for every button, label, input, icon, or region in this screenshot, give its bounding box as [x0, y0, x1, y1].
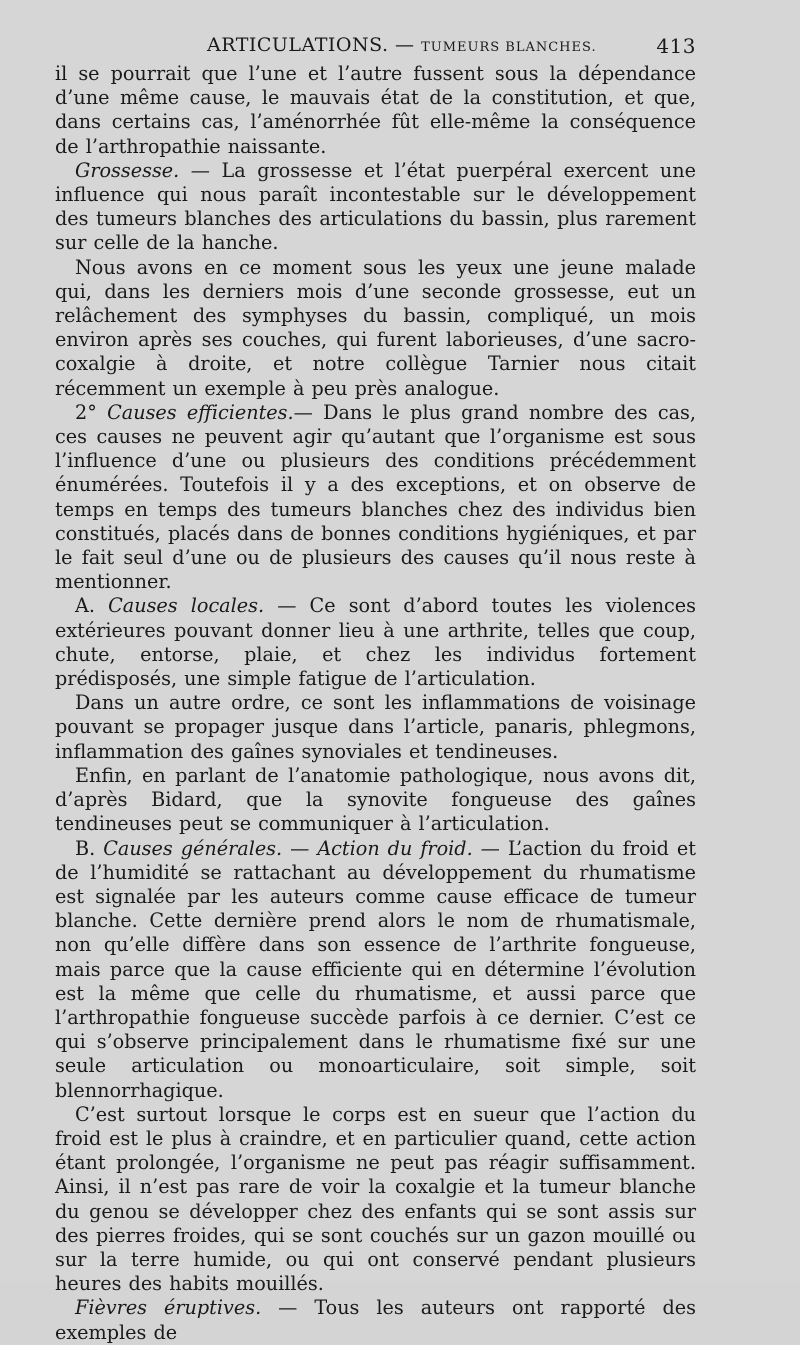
- paragraph-text: Dans un autre ordre, ce sont les inflammations de voisinage pouvant se propager jusque dans l’article, panaris, phlegmons, inflammation des gaînes synoviales et tendineuses.: [55, 691, 696, 763]
- paragraph-text: B.: [75, 836, 104, 860]
- paragraph: [55, 159, 696, 256]
- paragraph: [55, 764, 696, 837]
- paragraph: [55, 62, 696, 159]
- paragraph-text: il se pourrait que l’une et l’autre fussent sous la dépendance d’une même cause, le mauvais état de la constitution, et que, dans certains cas, l’aménorrhée fût elle-même la conséquence de l’arthropathie naissante.: [55, 62, 696, 158]
- paragraph-text: 2°: [75, 400, 108, 424]
- italic-heading: Causes locales.: [108, 594, 265, 618]
- paragraph-text: — Tous les auteurs ont rapporté des exemples de: [55, 1296, 696, 1344]
- paragraph-text: — Dans le plus grand nombre des cas, ces causes ne peuvent agir qu’autant que l’organisme est sous l’influence d’une ou plusieurs des conditions précédemment énumérées. Toutefois il y a des exceptions, et on observe de temps en temps des tumeurs blanches chez des individus bien constitués, placés dans de bonnes conditions hygiéniques, et par le fait seul d’une ou de plusieurs des causes qu’il nous reste à mentionner.: [55, 400, 696, 594]
- paragraph: [55, 837, 696, 1103]
- body-text: [55, 62, 696, 1345]
- paragraph: [55, 1296, 696, 1344]
- header-title-sub: TUMEURS BLANCHES.: [421, 40, 597, 55]
- header-title: [207, 34, 597, 56]
- paragraph: [55, 401, 696, 595]
- paragraph: [55, 691, 696, 764]
- paragraph-text: — La grossesse et l’état puerpéral exercent une influence qui nous paraît incontestable sur le développement des tumeurs blanches des articulations du bassin, plus rarement sur celle de la hanche.: [55, 158, 696, 255]
- paragraph-text: C’est surtout lorsque le corps est en sueur que l’action du froid est le plus à craindre, et en particulier quand, cette action étant prolongée, l’organisme ne peut pas réagir suffisamment. Ainsi, il n’est pas rare de voir la coxalgie et la tumeur blanche du genou se développer chez des enfants qui se sont assis sur des pierres froides, qui se sont couchés sur un gazon mouillé ou sur la terre humide, ou qui ont conservé pendant plusieurs heures des habits mouillés.: [55, 1102, 696, 1296]
- italic-heading: Action du froid.: [317, 836, 473, 860]
- paragraph: [55, 256, 696, 401]
- italic-heading: Causes générales.: [103, 836, 283, 860]
- paragraph-text: Enfin, en parlant de l’anatomie pathologique, nous avons dit, d’après Bidard, que la synovite fongueuse des gaînes tendineuses peut se communiquer à l’articulation.: [55, 763, 696, 836]
- paragraph-text: Nous avons en ce moment sous les yeux une jeune malade qui, dans les derniers mois d’une seconde grossesse, eut un relâchement des symphyses du bassin, compliqué, un mois environ après ses couches, qui furent laborieuses, d’une sacro-coxalgie à droite, et notre collègue Tarnier nous citait récemment un exemple à peu près analogue.: [55, 255, 696, 400]
- italic-heading: Causes efficientes.: [107, 400, 294, 424]
- paragraph-text: A.: [75, 594, 109, 618]
- italic-heading: Grossesse.: [75, 158, 180, 182]
- header-title-main: ARTICULATIONS.: [207, 34, 389, 56]
- paragraph-text: — Ce sont d’abord toutes les violences extérieures pouvant donner lieu à une arthrite, telles que coup, chute, entorse, plaie, et chez les individus fortement prédisposés, une simple fatigue de l’articulation.: [55, 594, 697, 691]
- paragraph: [55, 594, 696, 691]
- paragraph: [55, 1103, 696, 1297]
- running-header: [55, 34, 696, 62]
- page-number: 413: [656, 34, 696, 58]
- italic-heading: Fièvres éruptives.: [75, 1296, 262, 1320]
- paragraph-text: — L’action du froid et de l’humidité se rattachant au développement du rhumatisme est signalée par les auteurs comme cause efficace de tumeur blanche. Cette dernière prend alors le nom de rhumatismale, non qu’elle diffère dans son essence de l’arthrite fongueuse, mais parce que la cause efficiente qui en détermine l’évolution est la même que celle du rhumatisme, et aussi parce que l’arthropathie fongueuse succède parfois à ce dernier. C’est ce qui s’observe principalement dans le rhumatisme fixé sur une seule articulation ou monoarticulaire, soit simple, soit blennorrhagique.: [55, 836, 696, 1102]
- paragraph-text: —: [282, 836, 318, 860]
- header-title-dash: —: [395, 34, 415, 56]
